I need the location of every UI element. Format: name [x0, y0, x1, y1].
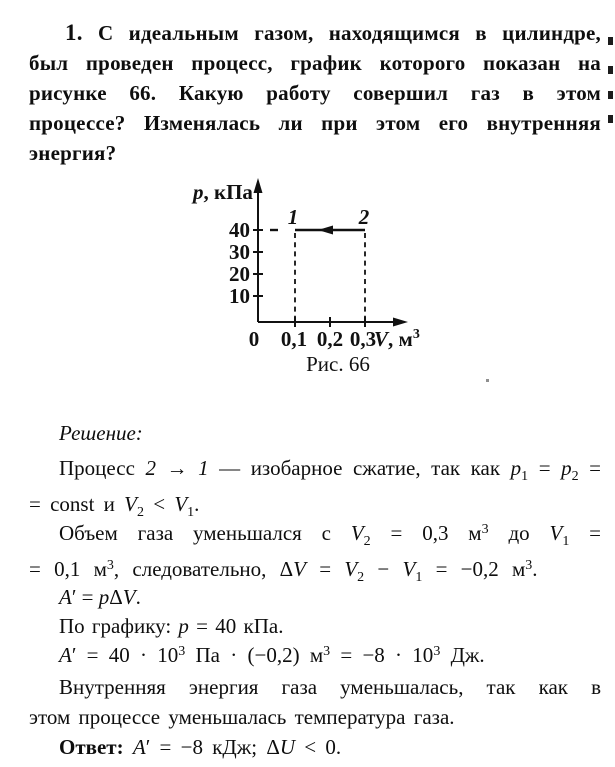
text-run: Объем газа уменьшался с [59, 521, 351, 545]
text-run: Процесс [59, 456, 146, 480]
problem-line [29, 108, 601, 138]
solution-line [29, 642, 601, 672]
answer-line [29, 734, 601, 760]
scan-edge-artifact [608, 115, 613, 123]
solution-heading-block [29, 420, 601, 446]
text-run: ′ = −8 кДж; Δ [145, 735, 280, 759]
text-run: По графику: [59, 614, 179, 638]
solution-formula-work [29, 584, 601, 610]
text-run: 1 [521, 469, 529, 484]
solution-line [29, 672, 601, 702]
text-run: = 0,3 м [370, 521, 482, 545]
problem-line [29, 78, 601, 108]
text-run: = [578, 456, 602, 480]
answer-block [29, 734, 601, 760]
y-tick-label: 30 [229, 240, 250, 264]
text-run: = [528, 456, 562, 480]
pv-diagram [168, 176, 428, 378]
x-tick-label: 0,1 [280, 327, 308, 351]
text-run: 2 [137, 505, 144, 520]
text-run: — изобарное сжатие, так как [208, 456, 511, 480]
text-run: V [402, 557, 416, 581]
problem-line [29, 138, 601, 168]
text-run: Па · (−0,2) м [185, 643, 324, 667]
text-run: V [124, 492, 137, 516]
text-run: ′ = [71, 585, 99, 609]
point-label-1: 1 [287, 205, 299, 229]
text-run: 3 [323, 644, 331, 659]
text-run: 2 [357, 570, 365, 585]
text-run: 1 [187, 505, 195, 520]
point-label-2: 2 [358, 205, 370, 229]
text-run: < [144, 492, 175, 516]
text-run: . [135, 585, 141, 609]
solution-paragraph-b [29, 517, 601, 589]
text-run: 3 [525, 558, 533, 573]
text-run: ′ = 40 · 10 [71, 643, 179, 667]
y-tick-label: 10 [229, 284, 250, 308]
text-run: U [279, 735, 296, 759]
text-run: энергия? [29, 141, 117, 165]
x-axis-label: V, $м^3$ [374, 327, 420, 351]
text-run: Решение: [59, 421, 143, 445]
process-direction-arrow-icon [318, 226, 333, 235]
text-run: = 40 кПа. [188, 614, 284, 638]
text-run: A [59, 643, 72, 667]
text-run: 3 [106, 558, 114, 573]
text-run: был проведен процесс, график которого показан на [29, 51, 601, 75]
figure-caption: Рис. 66 [306, 352, 370, 376]
y-axis-arrow-icon [254, 178, 263, 193]
text-run: 3 [433, 644, 441, 659]
text-run: 2 [571, 469, 579, 484]
solution-paragraph-a [29, 452, 601, 524]
text-run: процессе? Изменялась ли при этом его внутренняя [29, 111, 601, 135]
text-run: 3 [178, 644, 186, 659]
text-run: . [532, 557, 538, 581]
problem-line [29, 48, 601, 78]
text-run: . [194, 492, 200, 516]
text-run: = −8 · 10 [330, 643, 434, 667]
text-run: p [510, 456, 522, 480]
text-run: = [305, 557, 345, 581]
text-run: этом процессе уменьшалась температура газа. [29, 705, 455, 729]
scan-edge-artifact [608, 37, 613, 45]
text-run: = [569, 521, 602, 545]
solution-line [29, 613, 601, 639]
text-run: = −0,2 м [422, 557, 526, 581]
y-tick-label: 40 [229, 218, 250, 242]
text-run: 2 [363, 534, 371, 549]
text-run: С идеальным газом, находящимся в цилиндре, [82, 21, 601, 45]
y-tick-label: 20 [229, 262, 250, 286]
text-run: A [59, 585, 72, 609]
text-run: Внутренняя энергия газа уменьшалась, так как в [59, 675, 601, 699]
text-run: 1 [415, 570, 423, 585]
text-run: 3 [481, 522, 489, 537]
text-run: V [344, 557, 358, 581]
text-run: 1 [562, 534, 570, 549]
text-run: V [350, 521, 364, 545]
text-run: до [488, 521, 550, 545]
x-tick-label: 0,3 [349, 327, 377, 351]
y-axis-label: p, кПа [193, 180, 253, 204]
text-run: рисунке 66. Какую работу совершил газ в этом [29, 81, 601, 105]
text-run: 1 [198, 456, 209, 480]
text-run: = const и [29, 492, 125, 516]
text-run: V [174, 492, 188, 516]
text-run: → [155, 456, 199, 480]
x-tick-label: 0,2 [316, 327, 344, 351]
scan-edge-artifact [608, 91, 613, 99]
x-origin-label: 0 [248, 327, 260, 351]
problem-number: 1. [65, 20, 83, 45]
problem-line [29, 18, 601, 48]
text-run: 2 [145, 456, 156, 480]
text-run: V [293, 557, 306, 581]
answer-label: Ответ: [59, 735, 133, 759]
x-axis-arrow-icon [393, 318, 408, 327]
text-run: Δ [109, 585, 123, 609]
text-run: < 0. [295, 735, 342, 759]
text-run: p [98, 585, 110, 609]
solution-line [29, 702, 601, 732]
text-run: − [364, 557, 403, 581]
solution-heading [29, 420, 601, 446]
text-run: p [561, 456, 572, 480]
text-run: p [178, 614, 189, 638]
text-run: A [132, 735, 146, 759]
text-run: Дж. [440, 643, 485, 667]
text-run: , следовательно, Δ [113, 557, 294, 581]
solution-graph-reading [29, 613, 601, 639]
solution-calculation [29, 642, 601, 672]
solution-line [29, 452, 601, 488]
text-run: = 0,1 м [29, 557, 107, 581]
solution-paragraph-c [29, 672, 601, 732]
text-run: V [549, 521, 563, 545]
text-run: V [122, 585, 136, 609]
solution-line [29, 517, 601, 553]
scan-edge-artifact [608, 66, 613, 74]
solution-line [29, 584, 601, 610]
scan-dot-artifact [486, 379, 489, 382]
problem-statement [29, 18, 601, 168]
